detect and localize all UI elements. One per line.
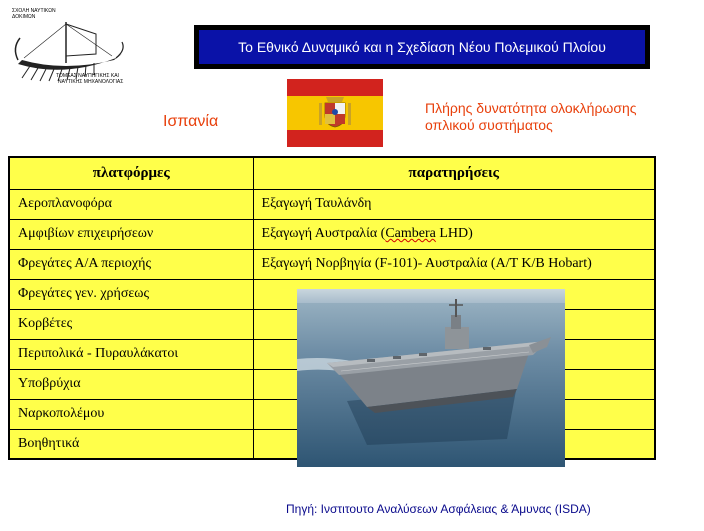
notes-cell: Εξαγωγή Νορβηγία (F-101)- Αυστραλία (Α/Τ Κ/Β Hobart) <box>253 249 655 279</box>
column-header-platforms: πλατφόρμες <box>9 157 253 189</box>
table-row <box>9 189 655 219</box>
table-row <box>9 219 655 249</box>
platform-cell: Περιπολικά - Πυραυλάκατοι <box>9 339 253 369</box>
aircraft-carrier-photo <box>297 289 565 467</box>
logo-top-text-2: ΔΟΚΙΜΩΝ <box>12 14 36 20</box>
country-label: Ισπανία <box>163 113 219 130</box>
platform-cell: Αμφιβίων επιχειρήσεων <box>9 219 253 249</box>
notes-cell: Εξαγωγή Ταυλάνδη <box>253 189 655 219</box>
title-banner <box>194 25 650 69</box>
logo-top-text: ΣΧΟΛΗ ΝΑΥΤΙΚΩΝ <box>12 8 56 14</box>
platform-cell: Βοηθητικά <box>9 429 253 459</box>
spain-flag-icon <box>287 79 383 147</box>
column-header-notes: παρατηρήσεις <box>253 157 655 189</box>
logo-bottom-text: ΤΟΜΕΑΣ ΝΑΥΠΗΓΙΚΗΣ ΚΑΙ <box>56 73 119 79</box>
platform-cell: Φρεγάτες γεν. χρήσεως <box>9 279 253 309</box>
platform-cell: Ναρκοπολέμου <box>9 399 253 429</box>
table-row <box>9 249 655 279</box>
logo-bottom-text-2: ΝΑΥΤΙΚΗΣ ΜΗΧΑΝΟΛΟΓΙΑΣ <box>58 79 124 85</box>
source-citation: Πηγή: Ινστιτουτο Αναλύσεων Ασφάλειας & Άμυνας (ISDA) <box>286 502 591 516</box>
page-title: Το Εθνικό Δυναμικό και η Σχεδίαση Νέου Πολεμικού Πλοίου <box>199 30 645 64</box>
notes-cell <box>253 219 655 249</box>
notes-text: Εξαγωγή Αυστραλία ( <box>261 226 386 241</box>
table-header-row <box>9 157 655 189</box>
platform-cell: Υποβρύχια <box>9 369 253 399</box>
capability-statement: Πλήρης δυνατότητα ολοκλήρωσης οπλικού συστήματος <box>425 100 637 133</box>
platform-cell: Αεροπλανοφόρα <box>9 189 253 219</box>
platform-cell: Κορβέτες <box>9 309 253 339</box>
platform-cell: Φρεγάτες Α/Α περιοχής <box>9 249 253 279</box>
school-logo <box>4 8 128 88</box>
spellcheck-flagged-word: Cambera <box>385 226 436 241</box>
notes-text: LHD) <box>435 226 473 241</box>
